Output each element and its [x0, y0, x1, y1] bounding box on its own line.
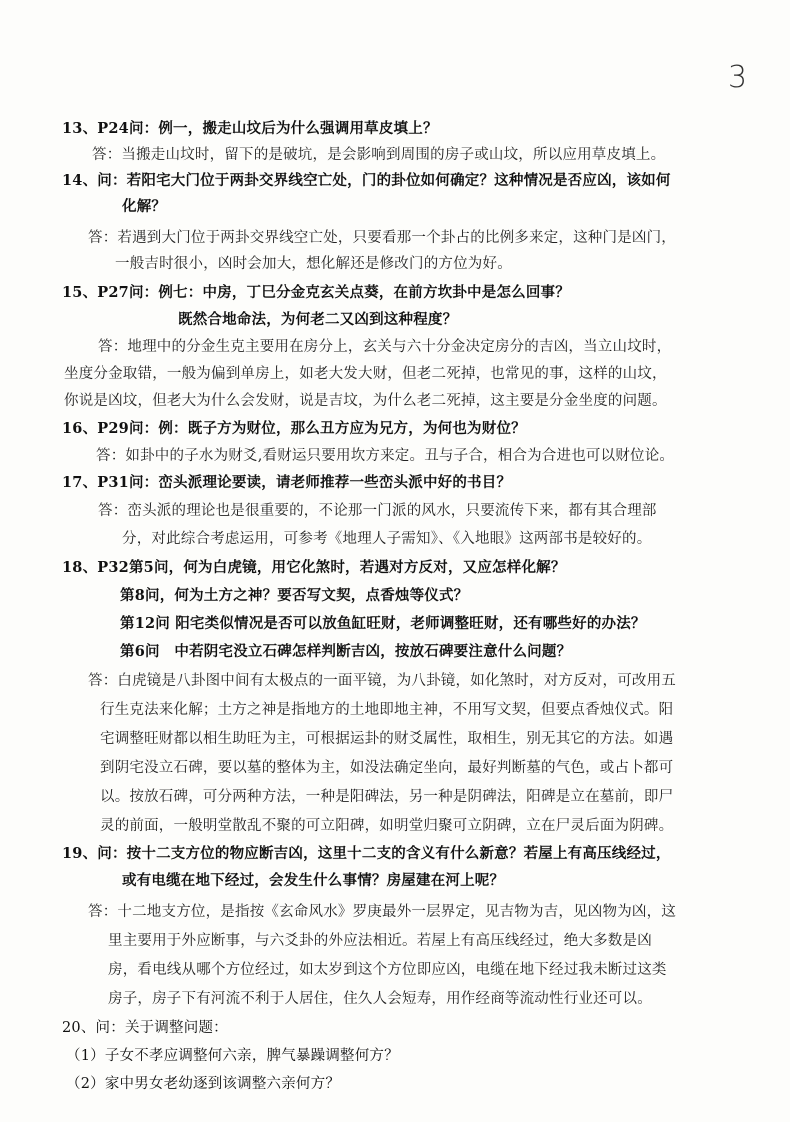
answer-13: 答：当搬走山坟时，留下的是破坑，是会影响到周围的房子或山坟，所以应用草皮填上。	[92, 147, 666, 163]
answer-18-line-5: 以。按放石碑，可分两种方法，一种是阳碑法，另一种是阴碑法，阳碑是立在墓前，即尸	[100, 789, 674, 805]
answer-19-line-3: 房，看电线从哪个方位经过，如太岁到这个方位即应凶，电缆在地下经过我未断过这类	[108, 962, 667, 978]
question-18-line-4: 第6问 中若阴宅没立石碑怎样判断吉凶，按放石碑要注意什么问题？	[120, 643, 572, 660]
question-18-line-2: 第8问，何为土方之神？要否写文契，点香烛等仪式？	[120, 587, 469, 604]
question-13: 13、P24问：例一，搬走山坟后为什么强调用草皮填上？	[62, 120, 438, 137]
question-18-line-1: 18、P32第5问，何为白虎镜，用它化煞时，若遇对方反对，又应怎样化解？	[62, 559, 566, 576]
question-15-line-1: 15、P27问：例七：中房，丁巳分金克玄关点葵，在前方坎卦中是怎么回事？	[62, 284, 570, 301]
answer-19-line-2: 里主要用于外应断事，与六爻卦的外应法相近。若屋上有高压线经过，绝大多数是凶	[108, 933, 652, 949]
question-14-line-1: 14、问：若阳宅大门位于两卦交界线空亡处，门的卦位如何确定？这种情况是否应凶，该如何	[62, 172, 671, 189]
question-20-sub-1: （1）子女不孝应调整何六亲，脾气暴躁调整何方？	[66, 1048, 399, 1064]
answer-17-line-1: 答：峦头派的理论也是很重要的，不论那一门派的风水，只要流传下来，都有其合理部	[98, 503, 657, 519]
answer-18-line-2: 行生克法来化解；土方之神是指地方的土地即地主神，不用写文契，但要点香烛仪式。阳	[100, 702, 674, 718]
answer-16: 答：如卦中的子水为财爻,看财运只要用坎方来定。丑与子合，相合为合进也可以财位论。	[96, 448, 675, 464]
question-16: 16、P29问：例：既子方为财位，那么丑方应为兄方，为何也为财位？	[62, 420, 526, 437]
answer-15-line-1: 答：地理中的分金生克主要用在房分上，玄关与六十分金决定房分的吉凶，当立山坟时，	[98, 339, 672, 355]
answer-14-line-2: 一般吉时很小，凶时会加大，想化解还是修改门的方位为好。	[115, 256, 512, 272]
answer-17-line-2: 分，对此综合考虑运用，可参考《地理人子需知》、《入地眼》这两部书是较好的。	[122, 531, 652, 547]
question-14-line-2: 化解？	[122, 198, 167, 215]
answer-19-line-1: 答：十二地支方位，是指按《玄命风水》罗庚最外一层界定，见吉物为吉，见凶物为凶，这	[88, 904, 676, 920]
question-18-line-3: 第12问 阳宅类似情况是否可以放鱼缸旺财，老师调整旺财，还有哪些好的办法？	[120, 615, 646, 632]
page-number: 3	[728, 60, 748, 95]
answer-15-line-2: 坐度分金取错，一般为偏到单房上，如老大发大财，但老二死掉，也常见的事，这样的山坟，	[64, 366, 667, 382]
answer-19-line-4: 房子，房子下有河流不利于人居住，住久人会短寿，用作经商等流动性行业还可以。	[108, 991, 652, 1007]
question-20: 20、问：关于调整问题：	[62, 1020, 228, 1036]
question-19-line-2: 或有电缆在地下经过，会发生什么事情？房屋建在河上呢？	[122, 872, 505, 889]
question-19-line-1: 19、问：按十二支方位的物应断吉凶，这里十二支的含义有什么新意？若屋上有高压线经过，	[62, 845, 671, 862]
answer-18-line-6: 灵的前面，一般明堂散乱不聚的可立阳碑，如明堂归聚可立阴碑，立在尸灵后面为阴碑。	[100, 818, 674, 834]
answer-18-line-4: 到阴宅没立石碑，要以墓的整体为主，如没法确定坐向，最好判断墓的气色，或占卜都可	[100, 760, 674, 776]
answer-18-line-3: 宅调整旺财都以相生助旺为主，可根据运卦的财爻属性，取相生，别无其它的方法。如遇	[100, 731, 674, 747]
answer-15-line-3: 你说是凶坟，但老大为什么会发财，说是吉坟，为什么老二死掉，这主要是分金坐度的问题。	[64, 393, 667, 409]
answer-18-line-1: 答：白虎镜是八卦图中间有太极点的一面平镜，为八卦镜，如化煞时，对方反对，可改用五	[88, 673, 676, 689]
question-15-line-2: 既然合地命法，为何老二又凶到这种程度？	[178, 311, 458, 328]
question-20-sub-2: （2）家中男女老幼逐到该调整六亲何方？	[66, 1076, 341, 1092]
question-17: 17、P31问：峦头派理论要读，请老师推荐一些峦头派中好的书目？	[62, 474, 512, 491]
answer-14-line-1: 答：若遇到大门位于两卦交界线空亡处，只要看那一个卦占的比例多来定，这种门是凶门，	[88, 230, 676, 246]
